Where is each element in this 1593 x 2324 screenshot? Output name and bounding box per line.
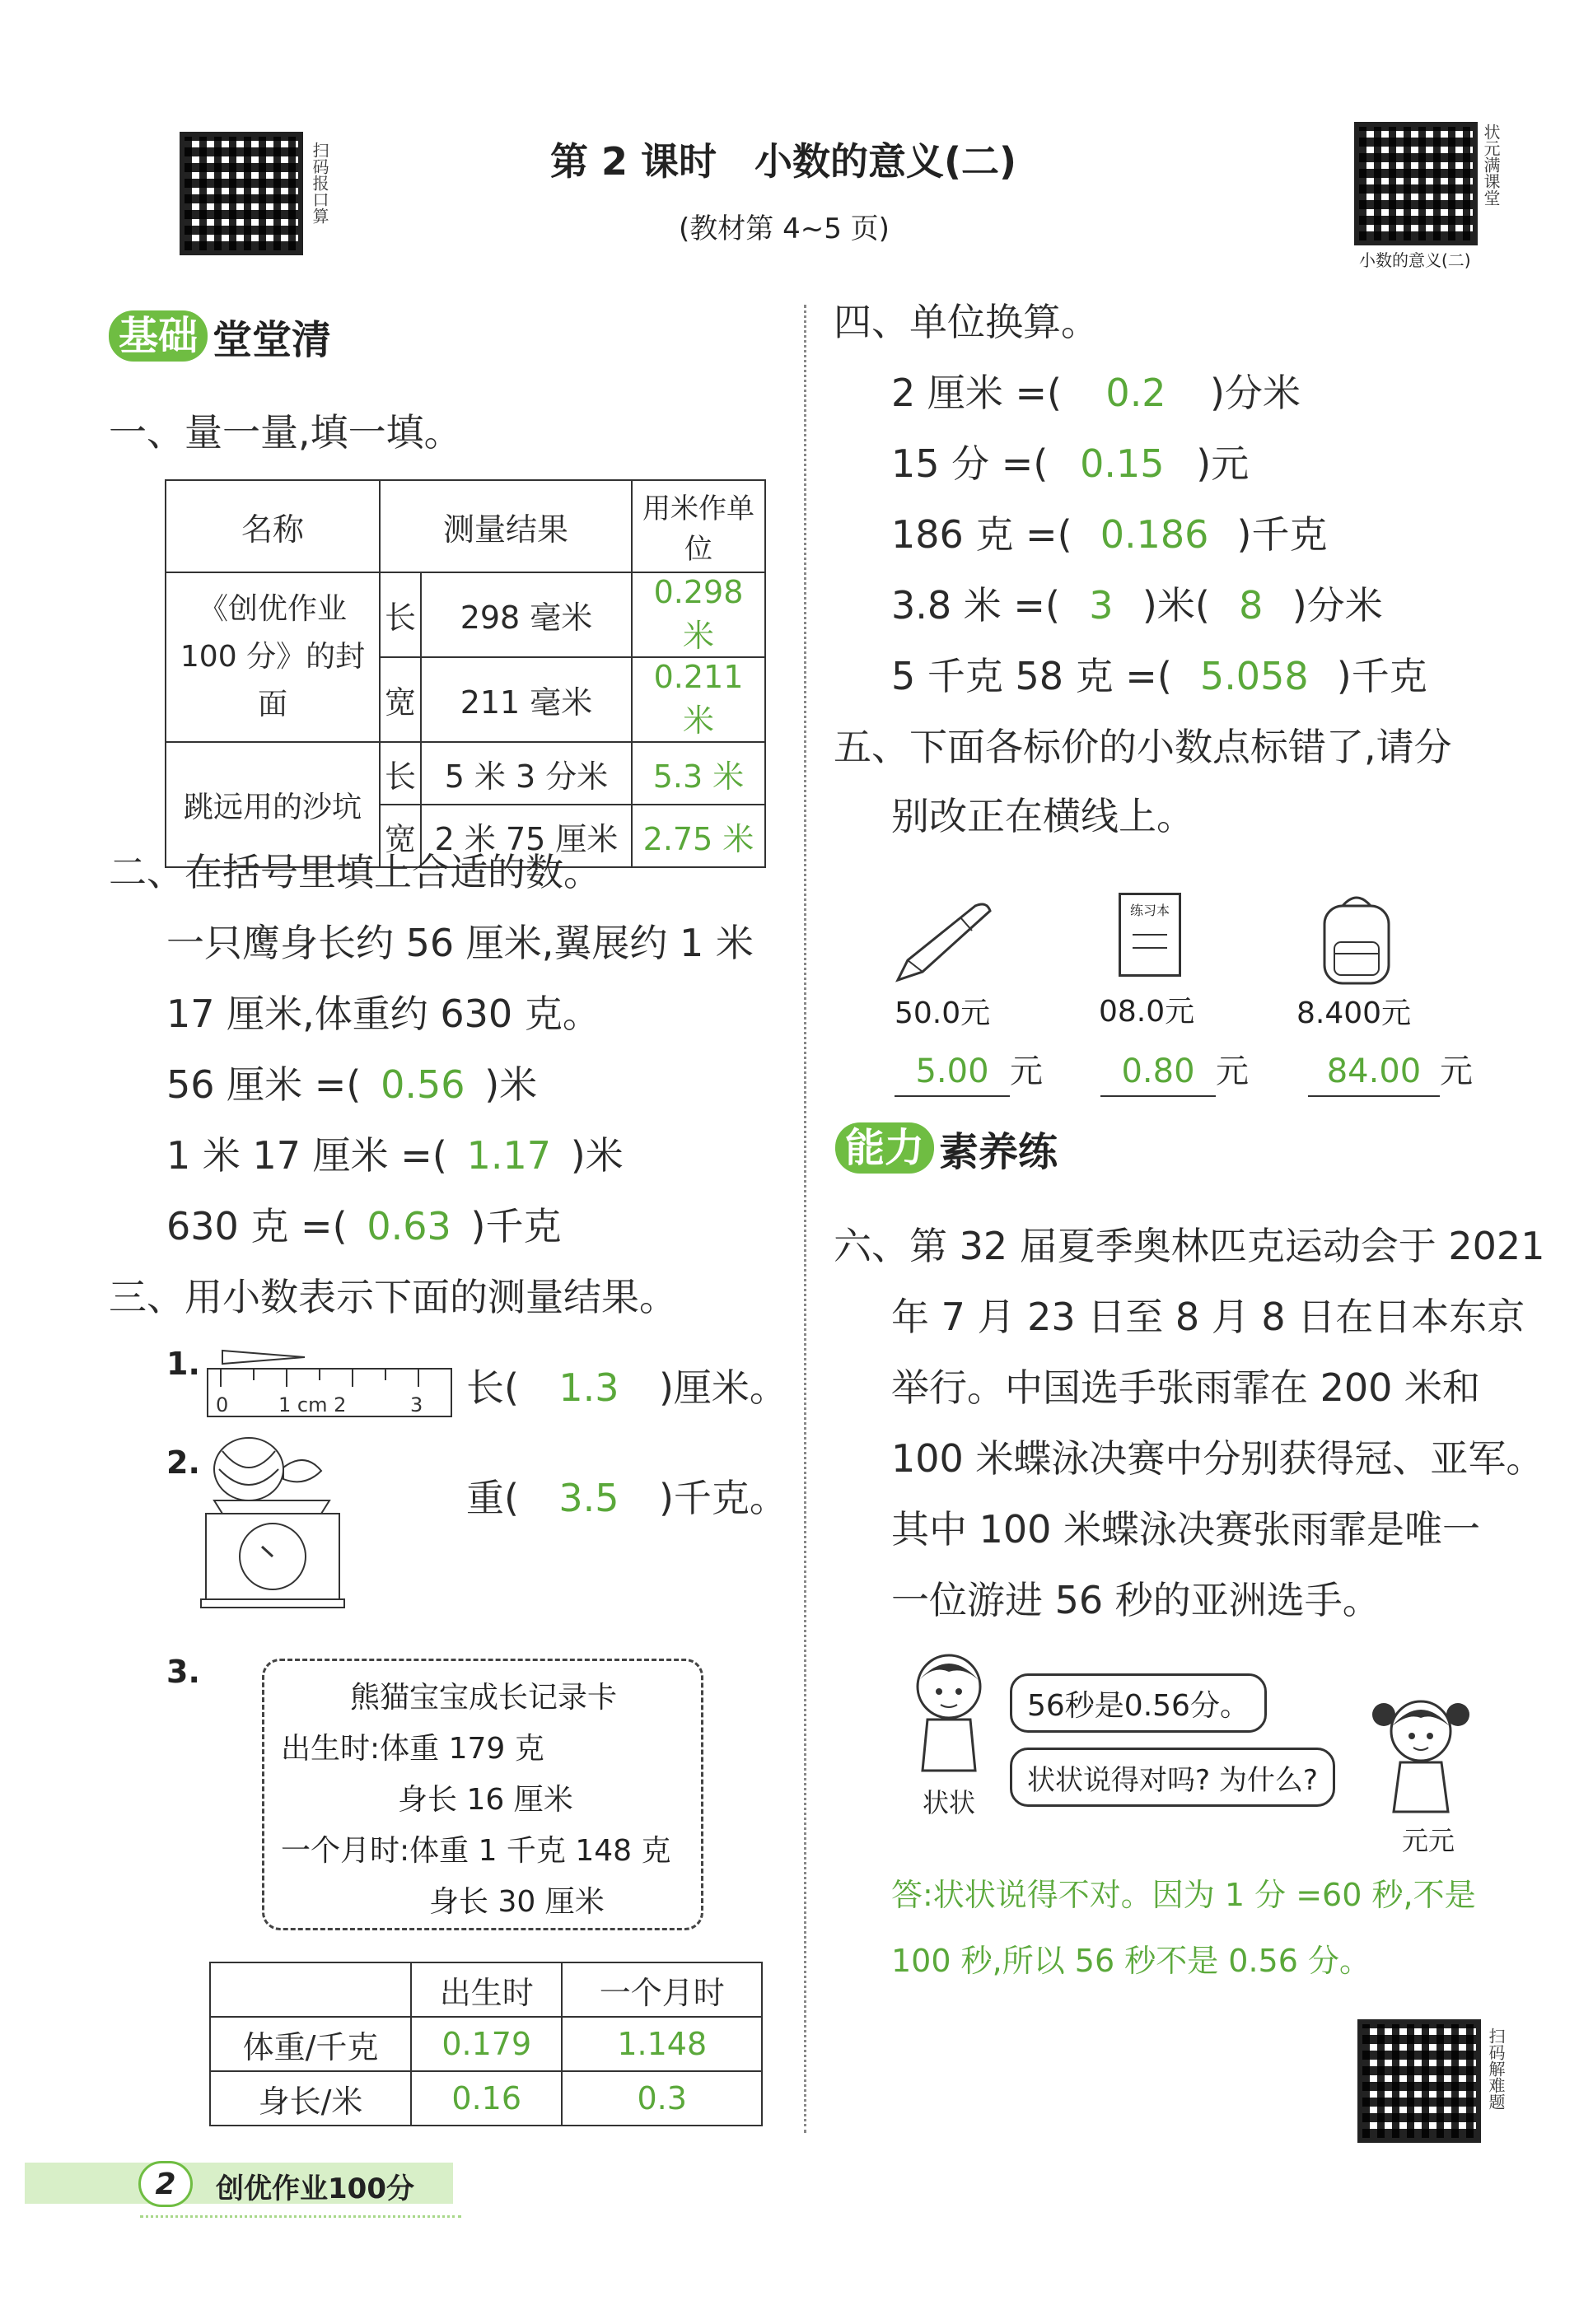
q3-number-1: 1. — [166, 1346, 200, 1382]
q3-title: 三、用小数表示下面的测量结果。 — [109, 1275, 677, 1319]
page-subtitle: (教材第 4~5 页) — [679, 212, 890, 245]
q1-row-name: 跳远用的沙坑 — [166, 742, 380, 867]
section-basic-word: 堂堂清 — [213, 316, 332, 363]
q4-answer: 3 — [1089, 583, 1114, 628]
q1-answer: 5.3 米 — [632, 742, 765, 805]
q3-number-2: 2. — [166, 1444, 200, 1481]
q5-title-1: 五、下面各标价的小数点标错了,请分 — [834, 725, 1452, 769]
footer-dots — [140, 2215, 461, 2218]
q1-dim: 长 — [380, 742, 421, 805]
q6-line: 一位游进 56 秒的亚洲选手。 — [891, 1578, 1380, 1622]
q5-title-2: 别改正在横线上。 — [891, 794, 1194, 838]
q6-answer-line: 100 秒,所以 56 秒不是 0.56 分。 — [891, 1943, 1371, 1979]
qr-right-caption: 小数的意义(二) — [1359, 250, 1471, 270]
girl-character-icon — [1367, 1688, 1474, 1820]
card-line: 身长 30 厘米 — [429, 1885, 605, 1919]
bubble-text: 状状说得对吗? 为什么? — [1027, 1763, 1318, 1797]
q4-item: 5 千克 58 克 =( 5.058 )千克 — [891, 654, 1427, 698]
q4-item: 2 厘米 =( 0.2 )分米 — [891, 371, 1301, 415]
girl-name: 元元 — [1402, 1825, 1455, 1856]
q3-answer: 3.5 — [558, 1476, 619, 1520]
speech-bubble-boy — [1010, 1673, 1267, 1733]
q6-line: 六、第 32 届夏季奥林匹克运动会于 2021 — [834, 1224, 1545, 1268]
q1-answer: 0.298 米 — [632, 572, 765, 657]
ruler-icon — [206, 1344, 453, 1426]
qr-bottom-label: 扫码解难题 — [1486, 2028, 1506, 2110]
speech-bubble-girl — [1010, 1748, 1335, 1807]
q2-item: 630 克 =( 0.63 )千克 — [166, 1204, 562, 1248]
q2-line1: 一只鹰身长约 56 厘米,翼展约 1 米 — [166, 921, 754, 965]
q3-table-label: 身长/米 — [210, 2071, 411, 2126]
qr-code-right[interactable] — [1354, 122, 1478, 245]
card-title: 熊猫宝宝成长记录卡 — [350, 1681, 618, 1715]
q1-result: 2 米 75 厘米 — [421, 805, 632, 867]
q2-title: 二、在括号里填上合适的数。 — [109, 850, 601, 894]
q4-answer: 0.2 — [1105, 371, 1166, 415]
q2-line2: 17 厘米,体重约 630 克。 — [166, 992, 600, 1036]
card-line: 身长 16 厘米 — [398, 1783, 573, 1817]
price-tag: 8.400元 — [1296, 996, 1412, 1030]
panda-record-card — [262, 1659, 703, 1930]
q1-result: 298 毫米 — [421, 572, 632, 657]
ruler-label: 0 — [216, 1393, 229, 1416]
q4-answer: 0.15 — [1080, 441, 1165, 486]
q6-answer-line: 答:状状说得不对。因为 1 分 =60 秒,不是 — [891, 1877, 1476, 1913]
ruler-label: 3 — [410, 1393, 423, 1416]
backpack-icon — [1311, 889, 1402, 987]
q5-answer: 0.80 — [1100, 1048, 1216, 1097]
notebook-icon — [1119, 893, 1181, 977]
boy-character-icon — [906, 1647, 997, 1779]
scale-watermelon-icon — [198, 1435, 346, 1609]
price-tag: 50.0元 — [895, 996, 991, 1030]
q2-item: 56 厘米 =( 0.56 )米 — [166, 1062, 538, 1107]
q6-line: 其中 100 米蝶泳决赛张雨霏是唯一 — [891, 1507, 1481, 1552]
q3-number-3: 3. — [166, 1654, 200, 1690]
q3-item2: 重( 3.5 )千克。 — [466, 1476, 787, 1520]
q6-line: 举行。中国选手张雨霏在 200 米和 — [891, 1365, 1481, 1410]
page-title: 第 2 课时 小数的意义(二) — [550, 139, 1017, 184]
footer-brand: 创优作业100分 — [216, 2172, 414, 2205]
q3-table-label: 体重/千克 — [210, 2017, 411, 2071]
q4-title: 四、单位换算。 — [834, 300, 1099, 344]
qr-right-label: 状元满课堂 — [1481, 124, 1501, 206]
q5-answer-line: 84.00 元 — [1308, 1048, 1473, 1097]
q1-dim: 宽 — [380, 657, 421, 742]
q1-result: 5 米 3 分米 — [421, 742, 632, 805]
bubble-text: 56秒是0.56分。 — [1027, 1688, 1250, 1723]
notebook-label: 练习本 — [1129, 903, 1170, 918]
q1-dim: 长 — [380, 572, 421, 657]
q2-item: 1 米 17 厘米 =( 1.17 )米 — [166, 1133, 624, 1178]
section-ability-word: 素养练 — [939, 1128, 1058, 1175]
section-ability-banner — [835, 1122, 1058, 1174]
q3-table-answer: 1.148 — [562, 2017, 762, 2071]
section-ability-pill: 能力 — [835, 1122, 934, 1174]
q1-header-unit: 用米作单位 — [632, 480, 765, 572]
page-number: 2 — [155, 2167, 176, 2201]
section-basic-pill: 基础 — [109, 310, 208, 362]
qr-left-label: 扫码报口算 — [310, 142, 329, 224]
qr-code-left[interactable] — [180, 132, 303, 255]
q1-row-name: 《创优作业 100 分》的封面 — [166, 572, 380, 742]
q1-result: 211 毫米 — [421, 657, 632, 742]
q5-answer: 5.00 — [895, 1048, 1010, 1097]
price-tag: 08.0元 — [1099, 995, 1195, 1029]
q1-dim: 宽 — [380, 805, 421, 867]
q4-item: 186 克 =( 0.186 )千克 — [891, 512, 1328, 557]
q1-title: 一、量一量,填一填。 — [109, 410, 462, 455]
q4-answer: 8 — [1239, 583, 1264, 628]
q4-item: 15 分 =( 0.15 )元 — [891, 441, 1250, 486]
q3-table-answer: 0.16 — [411, 2071, 562, 2126]
q5-answer-line: 0.80 元 — [1100, 1048, 1249, 1097]
q3-item1: 长( 1.3 )厘米。 — [466, 1365, 787, 1410]
q3-table — [209, 1962, 763, 2126]
pen-icon — [890, 898, 997, 988]
q2-answer: 0.56 — [381, 1062, 465, 1107]
q3-table-corner — [210, 1962, 411, 2017]
boy-name: 状状 — [923, 1787, 976, 1818]
q3-table-answer: 0.3 — [562, 2071, 762, 2126]
q1-header-name: 名称 — [166, 480, 380, 572]
q3-table-answer: 0.179 — [411, 2017, 562, 2071]
q4-answer: 0.186 — [1100, 512, 1209, 557]
card-line: 出生时:体重 179 克 — [281, 1732, 544, 1766]
column-divider — [804, 305, 806, 2133]
section-basic-banner — [109, 310, 331, 362]
card-line: 一个月时:体重 1 千克 148 克 — [281, 1834, 671, 1868]
q3-answer: 1.3 — [558, 1365, 619, 1410]
q5-answer: 84.00 — [1308, 1048, 1440, 1097]
q3-table-header: 一个月时 — [562, 1962, 762, 2017]
page-number-badge — [138, 2161, 193, 2207]
q6-line: 年 7 月 23 日至 8 月 8 日在日本东京 — [891, 1295, 1525, 1339]
q1-header-result: 测量结果 — [380, 480, 632, 572]
ruler-label: 1 cm 2 — [278, 1393, 347, 1416]
q1-table — [165, 479, 766, 868]
q6-line: 100 米蝶泳决赛中分别获得冠、亚军。 — [891, 1436, 1544, 1481]
q4-answer: 5.058 — [1199, 654, 1309, 698]
q1-answer: 2.75 米 — [632, 805, 765, 867]
q5-answer-line: 5.00 元 — [895, 1048, 1043, 1097]
q2-answer: 1.17 — [466, 1133, 551, 1178]
q3-table-header: 出生时 — [411, 1962, 562, 2017]
qr-code-bottom[interactable] — [1357, 2019, 1481, 2143]
q4-item: 3.8 米 =( 3 )米( 8 )分米 — [891, 583, 1383, 628]
q1-answer: 0.211 米 — [632, 657, 765, 742]
q2-answer: 0.63 — [367, 1204, 451, 1248]
